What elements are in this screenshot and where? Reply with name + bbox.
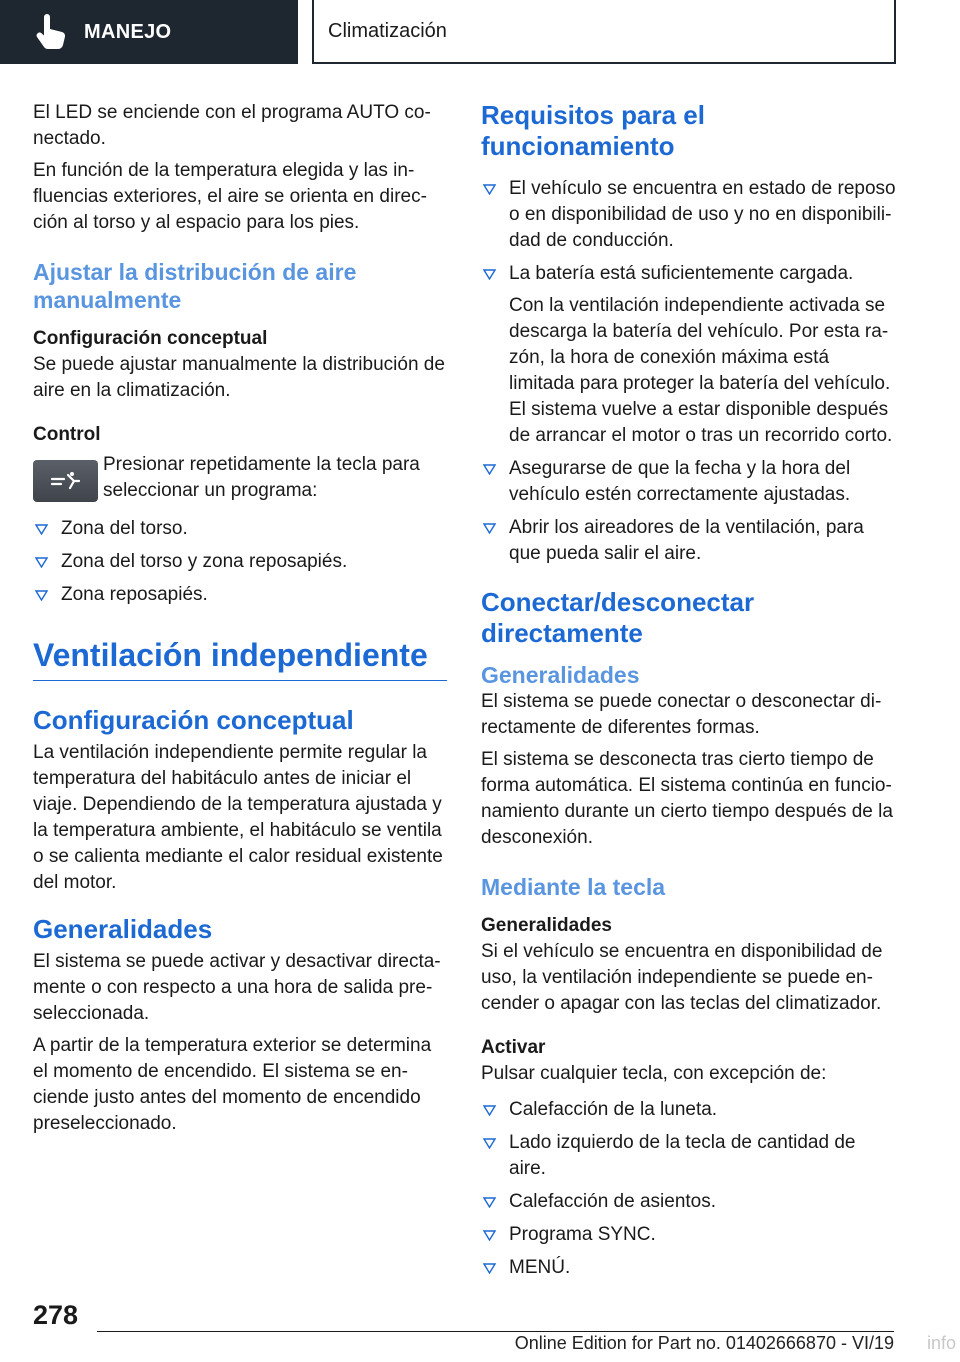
- triangle-bullet-icon: [35, 557, 48, 568]
- air-distribution-symbol: [48, 470, 84, 492]
- triangle-bullet-icon: [483, 184, 496, 195]
- general-text: A partir de la temperatura exterior se determina el momento de encendido. El sistema se enciende justo antes del momento de encendido preseleccionado.: [33, 1035, 432, 1134]
- vent-concept-text: La ventilación independiente permite regular la temperatura del habitáculo antes de iniciar el viaje. Dependiendo de la temperatura ajustada y la temperatura ambiente, el habitáculo se ventila o se calienta mediante el calor residual existente del motor.: [33, 742, 443, 893]
- paragraph: En función de la temperatura elegida y las influencias exteriores, el aire se orienta en dirección al torso y al espacio para los pies.: [33, 160, 427, 233]
- manual-heading: Ajustar la distribución de aire manualmente: [33, 259, 357, 313]
- requirements-list: [481, 176, 897, 567]
- left-column: [33, 100, 447, 1143]
- list-item: Zona del torso.: [33, 516, 447, 542]
- triangle-bullet-icon: [35, 590, 48, 601]
- triangle-bullet-icon: [483, 1230, 496, 1241]
- control-label: Control: [33, 424, 101, 445]
- chapter-box: [312, 0, 896, 64]
- key-general-label: Generalidades: [481, 915, 612, 936]
- hand-icon: [34, 14, 68, 50]
- triangle-bullet-icon: [483, 269, 496, 280]
- triangle-bullet-icon: [483, 1138, 496, 1149]
- vent-concept-heading: Configuración conceptual: [33, 705, 354, 735]
- footer-edition: Online Edition for Part no. 01402666870 - VI/19: [514, 1333, 894, 1353]
- list-item: Asegurarse de que la fecha y la hora del vehículo estén correctamente ajustadas.: [481, 456, 897, 508]
- vent-heading: Ventilación independiente: [33, 636, 447, 681]
- triangle-bullet-icon: [483, 1263, 496, 1274]
- list-item: Calefacción de la luneta.: [481, 1097, 897, 1123]
- control-text: Presionar repetidamente la tecla para seleccionar un programa:: [103, 454, 420, 501]
- key-heading: Mediante la tecla: [481, 874, 666, 900]
- right-column: [481, 100, 897, 1288]
- footer-divider: [97, 1331, 894, 1332]
- exceptions-list: [481, 1097, 897, 1281]
- general-text: El sistema se puede conectar o desconectar directamente de diferentes formas.: [481, 691, 882, 738]
- general-text: El sistema se puede activar y desactivar directamente o con respecto a una hora de salida preseleccionada.: [33, 951, 441, 1024]
- general-text: El sistema se desconecta tras cierto tiempo de forma automática. El sistema continúa en funcionamiento durante un cierto tiempo después de la desconexión.: [481, 749, 893, 848]
- paragraph: El LED se enciende con el programa AUTO conectado.: [33, 102, 431, 149]
- list-item: Abrir los aireadores de la ventilación, para que pueda salir el aire.: [481, 515, 897, 567]
- direct-heading: Conectar/desconectar directamente: [481, 587, 755, 648]
- list-item: Zona del torso y zona reposapiés.: [33, 549, 447, 575]
- triangle-bullet-icon: [483, 1197, 496, 1208]
- triangle-bullet-icon: [35, 524, 48, 535]
- control-row: [33, 452, 447, 504]
- air-distribution-key-icon: [33, 460, 98, 502]
- section-title: MANEJO: [84, 20, 172, 43]
- page-number: 278: [33, 1300, 79, 1330]
- list-item: Zona reposapiés.: [33, 582, 447, 608]
- triangle-bullet-icon: [483, 1105, 496, 1116]
- chapter-title: Climatización: [328, 19, 447, 42]
- triangle-bullet-icon: [483, 523, 496, 534]
- program-list: [33, 516, 447, 608]
- list-item: El vehículo se encuentra en estado de reposo o en disponibilidad de uso y no en disponibilidad de conducción.: [481, 176, 897, 254]
- general-heading: Generalidades: [33, 914, 213, 944]
- concept-label: Configuración conceptual: [33, 328, 268, 349]
- requirements-heading: Requisitos para el funcionamiento: [481, 100, 705, 161]
- activate-label: Activar: [481, 1037, 546, 1058]
- list-item: Programa SYNC.: [481, 1222, 897, 1248]
- list-item: MENÚ.: [481, 1255, 897, 1281]
- general-heading: Generalidades: [481, 662, 640, 688]
- triangle-bullet-icon: [483, 464, 496, 475]
- concept-text: Se puede ajustar manualmente la distribución de aire en la climatización.: [33, 354, 445, 401]
- activate-text: Pulsar cualquier tecla, con excepción de:: [481, 1063, 827, 1084]
- requirement-note: Con la ventilación independiente activada se descarga la batería del vehículo. Por esta razón, la hora de conexión máxima está limitada para proteger la batería del vehículo. El sistema vuelve a estar disponible después de arrancar el motor o tras un recorrido corto.: [509, 295, 893, 446]
- list-item: Calefacción de asientos.: [481, 1189, 897, 1215]
- key-general-text: Si el vehículo se encuentra en disponibilidad de uso, la ventilación independiente se puede encender o apagar con las teclas del climatizador.: [481, 941, 883, 1014]
- list-item: Lado izquierdo de la tecla de cantidad de aire.: [481, 1130, 897, 1182]
- list-item: La batería está suficientemente cargada. Con la ventilación independiente activada se descarga la batería del vehículo. Por esta razón, la hora de conexión máxima está limitada para proteger la batería del vehículo. El sistema vuelve a estar disponible después de arrancar el motor o tras un recorrido corto.: [481, 261, 897, 449]
- watermark: info: [926, 1333, 956, 1353]
- section-tab: [0, 0, 298, 64]
